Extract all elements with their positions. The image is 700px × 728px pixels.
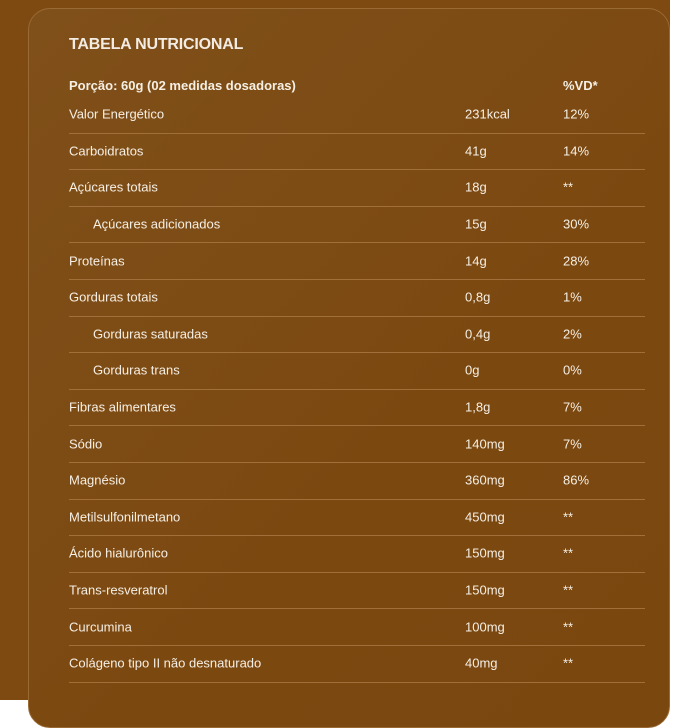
nutrient-vd: ** bbox=[563, 545, 574, 561]
table-row bbox=[69, 645, 645, 683]
portion-header: Porção: 60g (02 medidas dosadoras) bbox=[69, 78, 296, 93]
nutrient-label: Sódio bbox=[69, 436, 103, 452]
table-row bbox=[69, 242, 645, 280]
nutrient-value: 0,8g bbox=[465, 289, 491, 305]
nutrient-value: 450mg bbox=[465, 509, 505, 525]
nutrient-vd: ** bbox=[563, 509, 574, 525]
nutrient-value: 140mg bbox=[465, 436, 505, 452]
nutrient-value: 40mg bbox=[465, 655, 498, 671]
nutrient-vd: 0% bbox=[563, 362, 582, 378]
table-row bbox=[69, 279, 645, 317]
nutrient-value: 0g bbox=[465, 362, 480, 378]
nutrient-value: 18g bbox=[465, 179, 487, 195]
table-row bbox=[69, 133, 645, 171]
nutrient-label: Proteínas bbox=[69, 253, 125, 269]
nutrient-vd: 2% bbox=[563, 326, 582, 342]
table-row bbox=[69, 206, 645, 244]
nutrient-value: 0,4g bbox=[465, 326, 491, 342]
nutrient-value: 360mg bbox=[465, 472, 505, 488]
nutrient-label: Carboidratos bbox=[69, 143, 144, 159]
nutrient-label: Colágeno tipo II não desnaturado bbox=[69, 655, 262, 671]
nutrient-label: Trans-resveratrol bbox=[69, 582, 168, 598]
table-title: TABELA NUTRICIONAL bbox=[69, 36, 244, 53]
nutrient-vd: 1% bbox=[563, 289, 582, 305]
nutrient-vd: 7% bbox=[563, 399, 582, 415]
nutrient-label: Gorduras totais bbox=[69, 289, 158, 305]
table-row bbox=[69, 96, 645, 134]
nutrient-value: 1,8g bbox=[465, 399, 491, 415]
nutrient-vd: 30% bbox=[563, 216, 590, 232]
nutrient-vd: 7% bbox=[563, 436, 582, 452]
nutrient-vd: 12% bbox=[563, 106, 590, 122]
nutrient-value: 15g bbox=[465, 216, 487, 232]
table-row bbox=[69, 572, 645, 610]
nutrient-label: Curcumina bbox=[69, 619, 132, 635]
nutrient-vd: ** bbox=[563, 582, 574, 598]
vd-header: %VD* bbox=[563, 78, 598, 93]
table-row bbox=[69, 169, 645, 207]
table-row bbox=[69, 389, 645, 427]
nutrient-value: 150mg bbox=[465, 545, 505, 561]
nutrient-label: Valor Energético bbox=[69, 106, 165, 122]
nutrient-vd: ** bbox=[563, 655, 574, 671]
table-row bbox=[69, 535, 645, 573]
nutrient-vd: 14% bbox=[563, 143, 590, 159]
nutrient-label: Metilsulfonilmetano bbox=[69, 509, 181, 525]
nutrient-value: 150mg bbox=[465, 582, 505, 598]
nutrient-label: Açúcares totais bbox=[69, 179, 158, 195]
nutrient-value: 14g bbox=[465, 253, 487, 269]
table-row bbox=[69, 608, 645, 646]
nutrient-label: Açúcares adicionados bbox=[93, 216, 221, 232]
nutrient-value: 100mg bbox=[465, 619, 505, 635]
nutrient-vd: ** bbox=[563, 179, 574, 195]
table-row bbox=[69, 425, 645, 463]
nutrient-vd: ** bbox=[563, 619, 574, 635]
nutrient-label: Ácido hialurônico bbox=[69, 545, 169, 561]
table-row bbox=[69, 499, 645, 537]
table-row bbox=[69, 316, 645, 354]
table-row bbox=[69, 352, 645, 390]
nutrient-label: Gorduras saturadas bbox=[93, 326, 208, 342]
nutrient-label: Fibras alimentares bbox=[69, 399, 176, 415]
nutrient-label: Magnésio bbox=[69, 472, 126, 488]
nutrient-label: Gorduras trans bbox=[93, 362, 180, 378]
table-row bbox=[69, 462, 645, 500]
nutrient-vd: 28% bbox=[563, 253, 590, 269]
nutrient-vd: 86% bbox=[563, 472, 590, 488]
nutrient-value: 231kcal bbox=[465, 106, 510, 122]
nutrient-value: 41g bbox=[465, 143, 487, 159]
